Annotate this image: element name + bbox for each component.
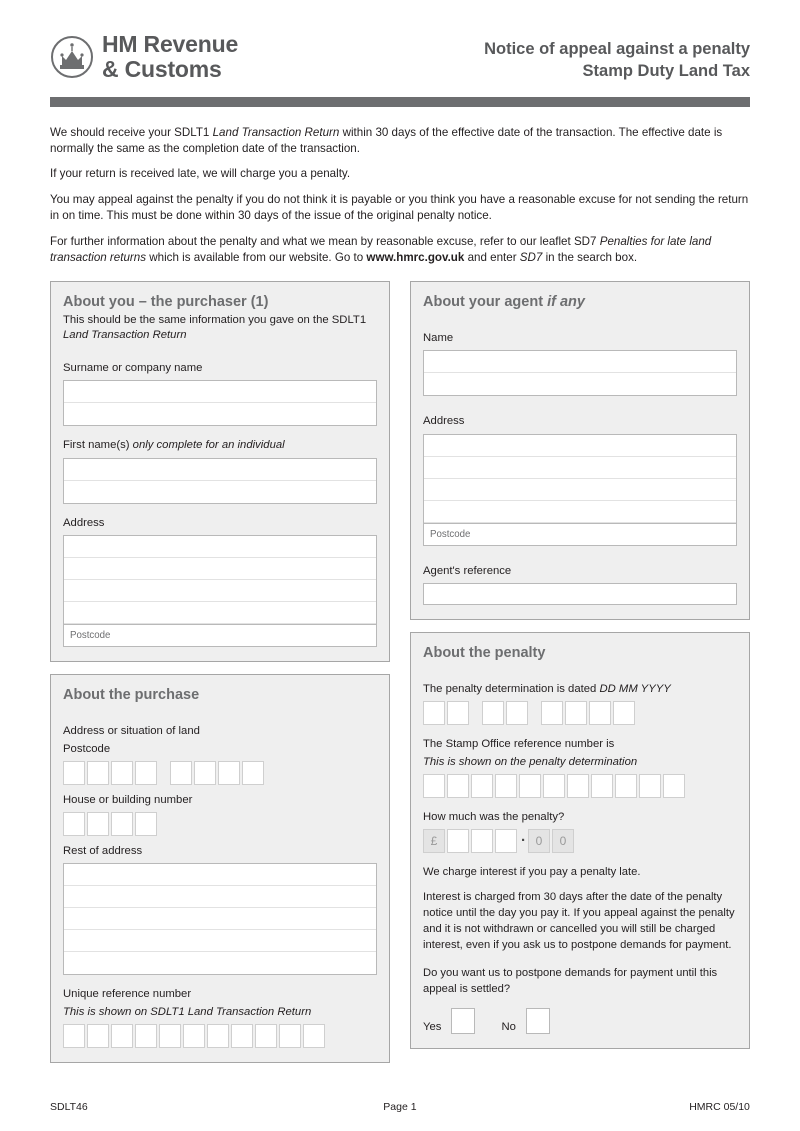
rest-of-address-label: Rest of address	[63, 845, 143, 858]
intro-p4-d: in the search box.	[542, 251, 638, 265]
urn-hint-italic: This is shown on SDLT1 Land Transaction Return	[63, 1005, 312, 1018]
surname-label: Surname or company name	[63, 362, 203, 375]
first-name-label	[63, 438, 377, 453]
stamp-office-box-10[interactable]	[639, 774, 661, 798]
surname-input[interactable]	[63, 380, 377, 426]
first-name-label-italic: only complete for an individual	[132, 439, 285, 452]
stamp-office-box-3[interactable]	[471, 774, 493, 798]
penalty-amount-box-2[interactable]	[471, 829, 493, 853]
agent-name-label: Name	[423, 332, 454, 345]
land-postcode-box-6[interactable]	[194, 761, 216, 785]
urn-box-5[interactable]	[159, 1024, 181, 1048]
urn-hint	[63, 1005, 377, 1020]
postpone-no-checkbox[interactable]	[526, 1008, 550, 1034]
document-title-line-1: Notice of appeal against a penalty	[484, 40, 750, 58]
about-agent-title-italic: if any	[547, 293, 585, 310]
intro-p4-italic-2: SD7	[519, 251, 543, 265]
land-postcode-label: Postcode	[63, 742, 111, 755]
stamp-office-box-9[interactable]	[615, 774, 637, 798]
intro-paragraph-2: If your return is received late, we will charge you a penalty.	[50, 167, 351, 181]
house-number-box-1[interactable]	[63, 812, 85, 836]
land-postcode-box-5[interactable]	[170, 761, 192, 785]
form-columns	[50, 281, 750, 1063]
purchaser-postcode-input[interactable]: Postcode	[64, 624, 376, 646]
land-postcode-box-7[interactable]	[218, 761, 240, 785]
page-number: Page 1	[383, 1101, 417, 1113]
stamp-office-label: The Stamp Office reference number is	[423, 738, 615, 751]
intro-p4-c: and enter	[464, 251, 520, 265]
urn-box-9[interactable]	[255, 1024, 277, 1048]
land-postcode-box-3[interactable]	[111, 761, 133, 785]
intro-p4-a: For further information about the penalty and what we mean by reasonable excuse, refer to our leaflet SD7	[50, 234, 600, 248]
urn-box-11[interactable]	[303, 1024, 325, 1048]
land-postcode-box-8[interactable]	[242, 761, 264, 785]
land-postcode-boxes[interactable]	[63, 761, 377, 785]
land-postcode-box-2[interactable]	[87, 761, 109, 785]
penalty-date-year-box-3[interactable]	[589, 701, 611, 725]
about-penalty-panel	[410, 632, 750, 1049]
about-you-subtitle	[63, 313, 377, 343]
purchaser-address-row-1[interactable]	[64, 536, 376, 558]
house-number-box-4[interactable]	[135, 812, 157, 836]
hmrc-reference: HMRC 05/10	[689, 1101, 750, 1113]
stamp-office-hint	[423, 755, 737, 770]
penalty-date-month-box-1[interactable]	[482, 701, 504, 725]
about-you-sub-italic: Land Transaction Return	[63, 329, 187, 342]
house-number-label: House or building number	[63, 793, 193, 806]
penalty-date-label-a: The penalty determination is dated	[423, 683, 600, 696]
postpone-yes-label: Yes	[423, 1020, 442, 1033]
penalty-pence-box-2: 0	[552, 829, 574, 853]
urn-box-7[interactable]	[207, 1024, 229, 1048]
intro-p4-italic-1: Penalties for late land transaction returns	[50, 234, 712, 265]
intro-text	[50, 125, 750, 267]
agent-name-input[interactable]	[423, 350, 737, 396]
first-name-label-a: First name(s)	[63, 439, 133, 452]
left-column	[50, 281, 390, 1063]
agent-address-input[interactable]	[423, 434, 737, 546]
stamp-office-box-1[interactable]	[423, 774, 445, 798]
stamp-office-box-11[interactable]	[663, 774, 685, 798]
agent-address-row-2[interactable]	[424, 457, 736, 479]
stamp-office-box-4[interactable]	[495, 774, 517, 798]
urn-box-10[interactable]	[279, 1024, 301, 1048]
land-postcode-box-4[interactable]	[135, 761, 157, 785]
urn-box-1[interactable]	[63, 1024, 85, 1048]
urn-box-2[interactable]	[87, 1024, 109, 1048]
about-agent-title-a: About your agent	[423, 293, 548, 310]
about-agent-title	[423, 294, 737, 311]
intro-p1-b: within 30 days of the effective date of the transaction. The effective date is normally the same as the completion date of the transaction.	[50, 125, 723, 155]
urn-box-6[interactable]	[183, 1024, 205, 1048]
stamp-office-box-5[interactable]	[519, 774, 541, 798]
page-footer	[50, 1101, 750, 1113]
penalty-pence-box-1: 0	[528, 829, 550, 853]
house-number-boxes[interactable]	[63, 812, 377, 836]
intro-p1-a: We should receive your SDLT1	[50, 125, 213, 139]
land-postcode-box-1[interactable]	[63, 761, 85, 785]
penalty-date-day-box-1[interactable]	[423, 701, 445, 725]
rest-of-address-input[interactable]	[63, 863, 377, 975]
agent-name-row-1[interactable]	[424, 351, 736, 373]
penalty-date-format-hint: DD MM YYYY	[599, 683, 671, 696]
intro-paragraph-1	[50, 125, 750, 158]
land-address-label: Address or situation of land	[63, 725, 200, 738]
hmrc-crown-icon	[50, 35, 94, 79]
postpone-no-label: No	[501, 1020, 516, 1033]
stamp-office-box-8[interactable]	[591, 774, 613, 798]
penalty-amount-label: How much was the penalty?	[423, 810, 565, 823]
purchaser-address-input[interactable]	[63, 535, 377, 647]
about-you-title: About you – the purchaser (1)	[63, 293, 269, 310]
stamp-office-hint-italic: This is shown on the penalty determination	[423, 755, 638, 768]
penalty-date-month-box-2[interactable]	[506, 701, 528, 725]
stamp-office-box-6[interactable]	[543, 774, 565, 798]
penalty-amount-box-1[interactable]	[447, 829, 469, 853]
intro-paragraph-4	[50, 234, 750, 267]
penalty-date-boxes[interactable]	[423, 701, 737, 725]
penalty-amount-boxes[interactable]	[423, 829, 737, 853]
agent-name-row-2[interactable]	[424, 373, 736, 395]
intro-p1-italic: Land Transaction Return	[212, 125, 340, 139]
interest-text	[423, 865, 737, 954]
page-header	[50, 0, 750, 83]
brand-wordmark	[102, 32, 238, 82]
agent-address-row-4[interactable]	[424, 501, 736, 523]
agent-reference-label: Agent's reference	[423, 564, 512, 577]
rest-of-address-row-2[interactable]	[64, 886, 376, 908]
purchaser-address-row-4[interactable]	[64, 602, 376, 624]
document-title	[484, 32, 750, 83]
postpone-yes-checkbox[interactable]	[451, 1008, 475, 1034]
right-column	[410, 281, 750, 1049]
about-agent-panel	[410, 281, 750, 620]
decimal-separator: ·	[521, 832, 526, 850]
agent-address-label: Address	[423, 415, 465, 428]
postpone-answer-group	[423, 1008, 737, 1034]
interest-paragraph-2: Interest is charged from 30 days after the date of the penalty notice until the day you pay it. If you appeal against the penalty and it is not withdrawn or cancelled you will still be charged interest, even if you ask us to postpone demands for payment.	[423, 891, 735, 951]
surname-row-2[interactable]	[64, 403, 376, 425]
agent-reference-input[interactable]	[423, 583, 737, 605]
rest-of-address-row-5[interactable]	[64, 952, 376, 974]
rest-of-address-row-1[interactable]	[64, 864, 376, 886]
stamp-office-boxes[interactable]	[423, 774, 737, 798]
intro-p4-b: which is available from our website. Go to	[146, 251, 367, 265]
penalty-date-label	[423, 682, 737, 697]
rest-of-address-row-4[interactable]	[64, 930, 376, 952]
about-you-panel	[50, 281, 390, 662]
brand-line-2: & Customs	[102, 55, 222, 82]
intro-paragraph-3: You may appeal against the penalty if you do not think it is payable or you think you have a reasonable excuse for not sending the return in on time. This must be done within 30 days of the issue of the original penalty notice.	[50, 192, 749, 223]
penalty-date-year-box-2[interactable]	[565, 701, 587, 725]
penalty-date-year-box-1[interactable]	[541, 701, 563, 725]
interest-paragraph-1: We charge interest if you pay a penalty late.	[423, 866, 641, 879]
purchaser-address-row-3[interactable]	[64, 580, 376, 602]
hmrc-brand	[50, 32, 238, 82]
penalty-date-year-box-4[interactable]	[613, 701, 635, 725]
about-purchase-panel	[50, 674, 390, 1063]
urn-box-3[interactable]	[111, 1024, 133, 1048]
first-name-row-2[interactable]	[64, 481, 376, 503]
penalty-date-day-box-2[interactable]	[447, 701, 469, 725]
first-name-input[interactable]	[63, 458, 377, 504]
agent-postcode-input[interactable]: Postcode	[424, 523, 736, 545]
hmrc-website-url: www.hmrc.gov.uk	[366, 251, 465, 265]
about-you-sub-a: This should be the same information you gave on the SDLT1	[63, 314, 367, 327]
postpone-question: Do you want us to postpone demands for payment until this appeal is settled?	[423, 966, 718, 995]
urn-label: Unique reference number	[63, 988, 192, 1001]
first-name-row-1[interactable]	[64, 459, 376, 481]
surname-row-1[interactable]	[64, 381, 376, 403]
brand-line-1: HM Revenue	[102, 31, 239, 57]
penalty-amount-box-3[interactable]	[495, 829, 517, 853]
urn-box-8[interactable]	[231, 1024, 253, 1048]
urn-boxes[interactable]	[63, 1024, 377, 1048]
header-divider	[50, 97, 750, 107]
document-title-line-2: Stamp Duty Land Tax	[582, 62, 750, 81]
about-purchase-title: About the purchase	[63, 686, 200, 703]
stamp-office-box-7[interactable]	[567, 774, 589, 798]
purchaser-address-row-2[interactable]	[64, 558, 376, 580]
form-code: SDLT46	[50, 1101, 88, 1113]
house-number-box-2[interactable]	[87, 812, 109, 836]
purchaser-address-label: Address	[63, 516, 105, 529]
agent-address-row-1[interactable]	[424, 435, 736, 457]
house-number-box-3[interactable]	[111, 812, 133, 836]
agent-address-row-3[interactable]	[424, 479, 736, 501]
about-penalty-title: About the penalty	[423, 644, 546, 661]
currency-symbol-box: £	[423, 829, 445, 853]
stamp-office-box-2[interactable]	[447, 774, 469, 798]
urn-box-4[interactable]	[135, 1024, 157, 1048]
rest-of-address-row-3[interactable]	[64, 908, 376, 930]
